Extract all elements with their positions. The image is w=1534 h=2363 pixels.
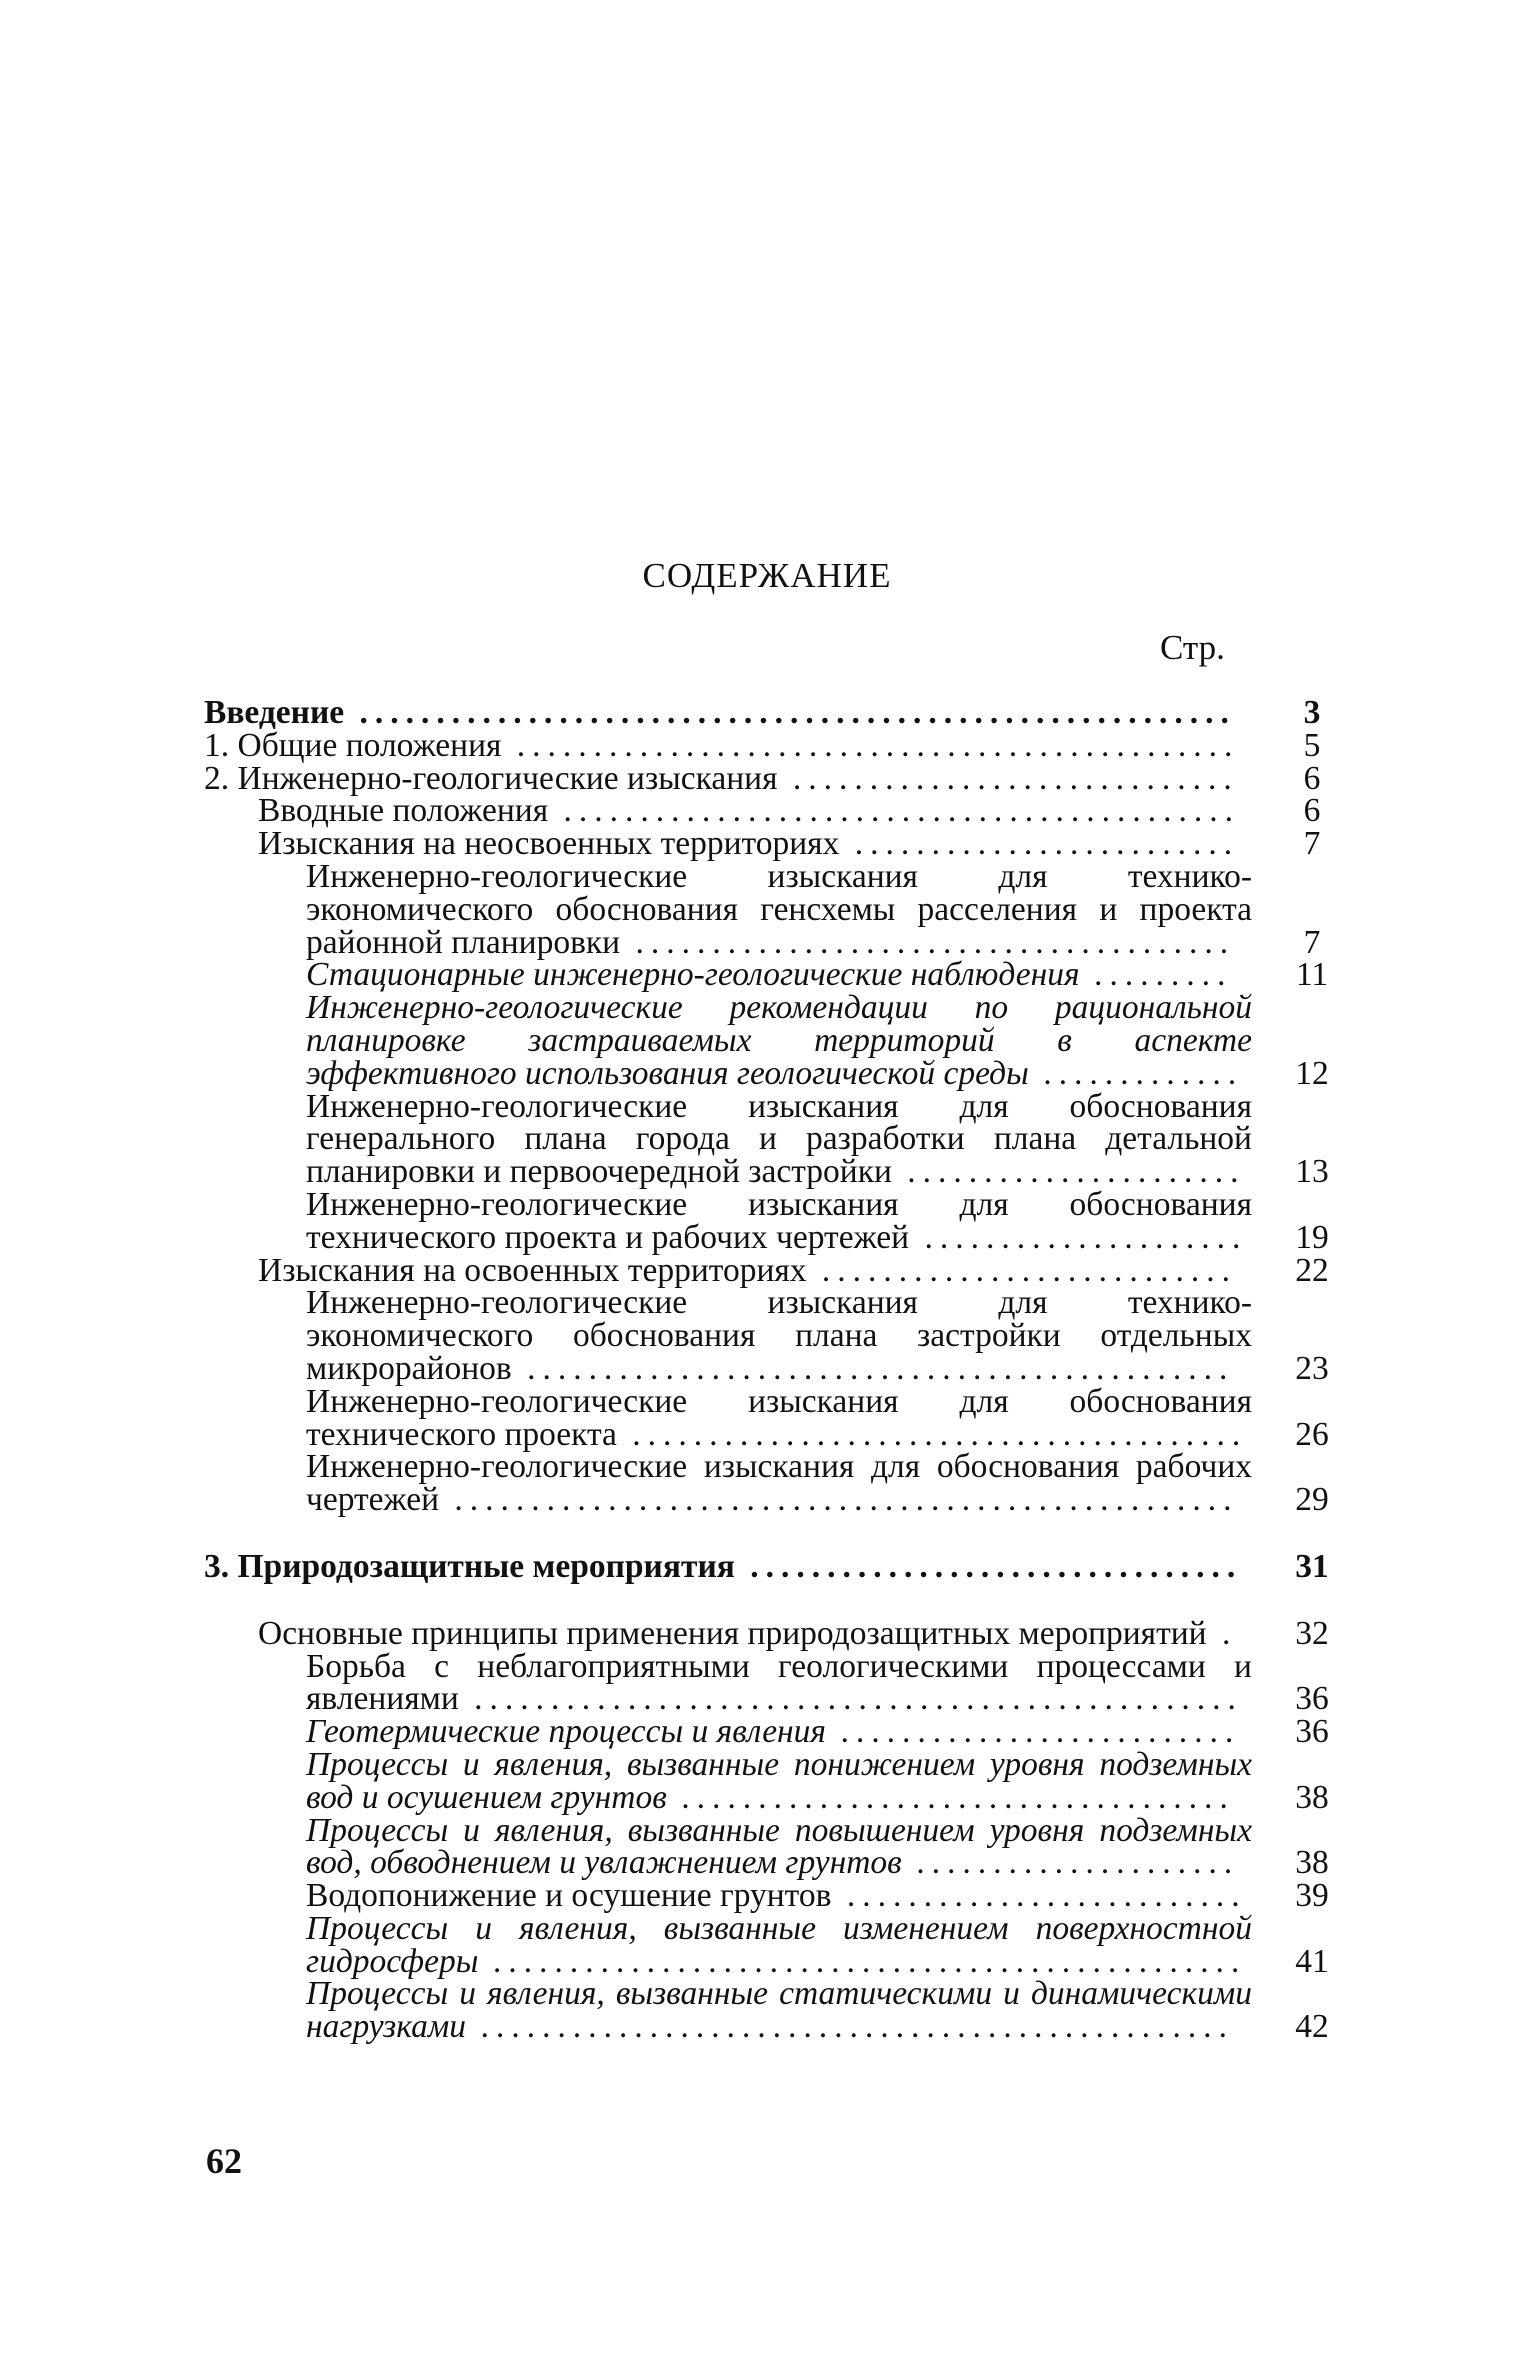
toc-entry[interactable] [204, 1284, 1330, 1387]
toc-entry[interactable] [204, 989, 1330, 1092]
toc-entry-page: 36 [1295, 1713, 1329, 1751]
toc-entry-page: 5 [1303, 726, 1321, 764]
toc-leader-dots: ............................................ [548, 792, 1241, 830]
toc-entry-page: 7 [1303, 923, 1321, 961]
page-number: 62 [206, 2141, 242, 2181]
toc-leader-dots: ............................. [777, 759, 1239, 797]
toc-entry[interactable] [204, 1745, 1330, 1816]
toc-entry-title: Инженерно-геологические изыскания для обоснования технического проекта и рабочих чертежей [306, 1185, 1252, 1256]
toc-leader-dots: ........................................ [616, 1415, 1248, 1453]
toc-leader-dots: ............................................... [501, 726, 1240, 764]
toc-entry-title: Стационарные инженерно-геологические наблюдения [306, 956, 1080, 994]
toc-entry-page: 12 [1295, 1054, 1329, 1092]
toc-entry-page: 26 [1295, 1415, 1329, 1453]
toc-entry-page: 23 [1295, 1349, 1329, 1387]
toc-entry-page: 29 [1295, 1481, 1329, 1519]
toc-entry-title: Процессы и явления, вызванные понижением уровня подземных вод и осушением грунтов [306, 1745, 1252, 1816]
toc-entry[interactable] [204, 694, 1330, 731]
toc-entry[interactable] [204, 1382, 1330, 1453]
toc-leader-dots: ...................... [891, 1153, 1246, 1191]
toc-entry-page: 39 [1295, 1877, 1329, 1915]
toc-leader-dots: ................................................. [465, 2008, 1235, 2046]
toc-entry[interactable] [204, 1547, 1330, 1585]
toc-entry-page: 7 [1303, 825, 1321, 863]
toc-leader-dots: ........................... [806, 1251, 1238, 1289]
toc-leader-dots: .............................................. [511, 1349, 1235, 1387]
toc-entry-title: Изыскания на неосвоенных территориях [258, 825, 840, 863]
toc-entry[interactable] [204, 1614, 1330, 1652]
toc-leader-dots: ..................... [909, 1218, 1248, 1256]
toc-leader-dots: ..................... [901, 1844, 1240, 1882]
toc-entry[interactable] [204, 825, 1330, 863]
toc-entry-title: Водопонижение и осушение грунтов [306, 1877, 832, 1915]
toc-entry-title: 2. Инженерно-геологические изыскания [204, 759, 778, 797]
toc-entry-title: Инженерно-геологические рекомендации по рациональной планировке застраиваемых территорий в аспекте эффективного использования геологической среды [306, 989, 1252, 1092]
toc-entry[interactable] [204, 792, 1330, 830]
toc-entry-title: Вводные положения [258, 792, 549, 830]
toc-entry[interactable] [204, 956, 1330, 994]
toc-entry[interactable] [204, 726, 1330, 764]
toc-entry-title: Инженерно-геологические изыскания для технико-экономического обоснования генсхемы расселения и проекта районной планировки [306, 857, 1252, 961]
toc-entry[interactable] [204, 857, 1330, 961]
toc-entry-title: Инженерно-геологические изыскания для обоснования генерального плана города и разработки плана детальной планировки и первоочередной застройки [306, 1087, 1252, 1191]
toc-entry-page: 38 [1295, 1778, 1329, 1816]
toc-entry[interactable] [204, 1087, 1330, 1191]
toc-entry-title: Инженерно-геологические изыскания для обоснования технического проекта [306, 1382, 1252, 1453]
toc-leader-dots: .................................... [666, 1778, 1236, 1816]
toc-entry[interactable] [204, 1251, 1330, 1289]
toc-entry-title: Введение [204, 694, 345, 731]
toc-leader-dots: ............. [1028, 1054, 1245, 1092]
toc-entry-title: Борьба с неблагоприятными геологическими процессами и явлениями [306, 1647, 1252, 1718]
toc-entry[interactable] [204, 1647, 1330, 1718]
toc-entry-title: 1. Общие положения [204, 726, 502, 764]
toc-leader-dots: ......................................................... [344, 694, 1236, 731]
toc-entry-page: 3 [1303, 694, 1321, 731]
pages-column-header: Стр. [1160, 628, 1225, 667]
toc-leader-dots: ................................ [734, 1547, 1243, 1585]
toc-entry-page: 11 [1295, 956, 1329, 994]
toc-entry[interactable] [204, 1448, 1330, 1519]
page-title: СОДЕРЖАНИЕ [642, 556, 892, 595]
toc-entry-page: 6 [1303, 759, 1321, 797]
toc-leader-dots: ......................... [839, 825, 1240, 863]
toc-entry-page: 31 [1295, 1547, 1329, 1585]
toc-entry[interactable] [204, 1185, 1330, 1256]
toc-entry-title: Процессы и явления, вызванные повышением уровня подземных вод, обводнением и увлажнением грунтов [306, 1811, 1252, 1882]
toc-entry-page: 41 [1295, 1942, 1329, 1980]
toc-entry-title: Инженерно-геологические изыскания для технико-экономического обоснования плана застройки отдельных микрорайонов [306, 1284, 1252, 1387]
toc-entry[interactable] [204, 1975, 1330, 2046]
toc-entry-page: 22 [1295, 1251, 1329, 1289]
toc-leader-dots: .......................... [831, 1877, 1247, 1915]
toc-leader-dots: ......... [1079, 956, 1234, 994]
table-of-contents [204, 694, 1330, 2046]
toc-leader-dots: ................................................... [439, 1481, 1239, 1519]
toc-entry-page: 19 [1295, 1218, 1329, 1256]
toc-leader-dots: ....................................... [620, 923, 1236, 961]
toc-leader-dots: . [1206, 1614, 1238, 1652]
toc-entry-title: Процессы и явления, вызванные статическими и динамическими нагрузками [306, 1975, 1252, 2046]
toc-entry[interactable] [204, 759, 1330, 797]
toc-entry-page: 6 [1303, 792, 1321, 830]
toc-entry[interactable] [204, 1811, 1330, 1882]
toc-entry-page: 42 [1295, 2008, 1329, 2046]
toc-entry-title: Геотермические процессы и явления [306, 1713, 827, 1751]
toc-entry[interactable] [204, 1713, 1330, 1751]
toc-entry[interactable] [204, 1877, 1330, 1915]
toc-entry-title: 3. Природозащитные мероприятия [204, 1547, 735, 1585]
toc-entry-title: Процессы и явления, вызванные изменением поверхностной гидросферы [306, 1909, 1252, 1980]
toc-entry-title: Основные принципы применения природозащитных мероприятий [258, 1614, 1207, 1652]
toc-entry-title: Инженерно-геологические изыскания для обоснования рабочих чертежей [306, 1448, 1252, 1519]
toc-entry-title: Изыскания на освоенных территориях [258, 1251, 807, 1289]
toc-entry-page: 36 [1295, 1680, 1329, 1718]
toc-entry-page: 38 [1295, 1844, 1329, 1882]
toc-leader-dots: .......................... [826, 1713, 1242, 1751]
toc-leader-dots: ................................................. [478, 1942, 1248, 1980]
toc-entry[interactable] [204, 1909, 1330, 1980]
toc-leader-dots: .................................................. [458, 1680, 1243, 1718]
toc-entry-page: 32 [1295, 1614, 1329, 1652]
toc-entry-page: 13 [1295, 1153, 1329, 1191]
